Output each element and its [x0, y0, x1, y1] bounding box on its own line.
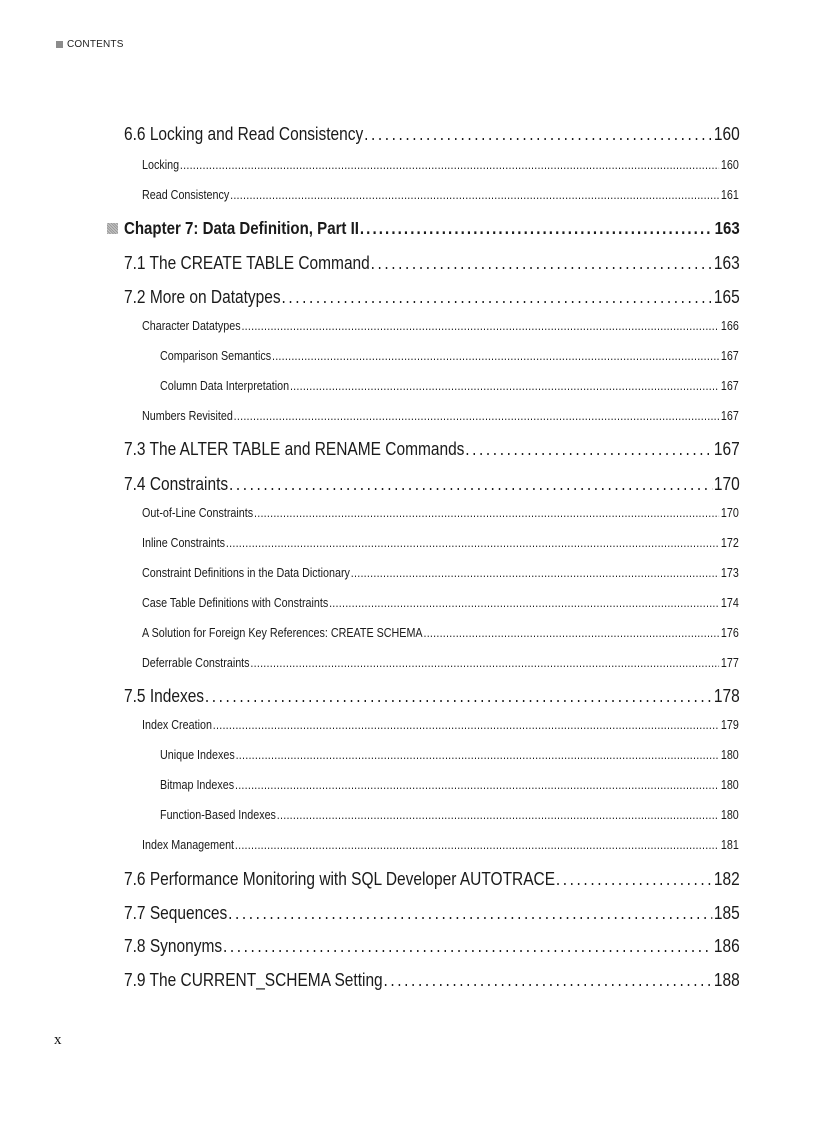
toc-entry-title: Numbers Revisited — [142, 409, 233, 423]
toc-entry-title: Chapter 7: Data Definition, Part II — [124, 218, 359, 238]
dot-leader — [250, 656, 719, 670]
toc-entry-page: 173 — [720, 566, 739, 580]
toc-entry-page: 165 — [713, 287, 740, 307]
toc-entry-page: 181 — [720, 838, 739, 852]
toc-entry[interactable] — [124, 124, 740, 145]
toc-chapter-entry[interactable] — [124, 218, 740, 239]
toc-entry[interactable] — [142, 409, 739, 423]
dot-leader — [234, 409, 720, 423]
toc-entry-title: 7.6 Performance Monitoring with SQL Developer AUTOTRACE — [124, 869, 556, 889]
toc-entry-page: 163 — [713, 253, 740, 273]
dot-leader — [556, 869, 712, 890]
toc-entry-page: 180 — [720, 808, 739, 822]
toc-entry-page: 160 — [720, 158, 739, 172]
dot-leader — [226, 536, 719, 550]
dot-leader — [272, 349, 719, 363]
dot-leader — [235, 838, 719, 852]
toc-entry-title: 7.2 More on Datatypes — [124, 287, 281, 307]
dot-leader — [329, 596, 719, 610]
dot-leader — [230, 188, 719, 202]
toc-entry-title: Character Datatypes — [142, 319, 241, 333]
toc-entry-page: 185 — [713, 903, 740, 923]
dot-leader — [236, 748, 720, 762]
dot-leader — [254, 506, 719, 520]
dot-leader — [229, 474, 712, 495]
toc-entry-title: 6.6 Locking and Read Consistency — [124, 124, 364, 144]
toc-entry-title: Inline Constraints — [142, 536, 226, 550]
toc-entry[interactable] — [124, 869, 740, 890]
toc-entry-page: 177 — [720, 656, 739, 670]
dot-leader — [371, 253, 713, 274]
toc-entry-title: Comparison Semantics — [160, 349, 272, 363]
toc-entry-page: 180 — [720, 748, 739, 762]
toc-entry-page: 180 — [720, 778, 739, 792]
toc-entry-page: 188 — [713, 970, 740, 990]
dot-leader — [213, 718, 719, 732]
dot-leader — [465, 439, 712, 460]
toc-entry-title: Read Consistency — [142, 188, 230, 202]
toc-entry-title: Out-of-Line Constraints — [142, 506, 254, 520]
running-head — [56, 38, 124, 50]
toc-entry-title: 7.4 Constraints — [124, 474, 229, 494]
toc-entry[interactable] — [142, 838, 739, 852]
dot-leader — [360, 218, 713, 239]
toc-entry-title: Unique Indexes — [160, 748, 235, 762]
toc-entry[interactable] — [124, 970, 740, 991]
toc-entry-page: 170 — [720, 506, 739, 520]
dot-leader — [364, 124, 712, 145]
toc-entry-page: 179 — [720, 718, 739, 732]
toc-entry[interactable] — [142, 158, 739, 172]
chapter-square-icon — [107, 223, 118, 234]
toc-entry-title: Deferrable Constraints — [142, 656, 250, 670]
toc-entry[interactable] — [142, 536, 739, 550]
toc-entry[interactable] — [142, 566, 739, 580]
dot-leader — [423, 626, 719, 640]
toc-entry[interactable] — [142, 626, 739, 640]
toc-entry[interactable] — [160, 748, 739, 762]
toc-entry-title: 7.3 The ALTER TABLE and RENAME Commands — [124, 439, 465, 459]
running-head-text: CONTENTS — [67, 38, 124, 50]
toc-entry-page: 176 — [720, 626, 739, 640]
toc-entry-page: 167 — [713, 439, 740, 459]
toc-entry-page: 182 — [713, 869, 740, 889]
toc-entry-title: Case Table Definitions with Constraints — [142, 596, 329, 610]
toc-entry[interactable] — [142, 188, 739, 202]
toc-entry-page: 167 — [720, 349, 739, 363]
toc-entry-title: 7.5 Indexes — [124, 686, 205, 706]
dot-leader — [205, 686, 712, 707]
toc-entry[interactable] — [124, 903, 740, 924]
toc-entry-title: 7.8 Synonyms — [124, 936, 223, 956]
dot-leader — [384, 970, 713, 991]
toc-entry[interactable] — [124, 474, 740, 495]
toc-entry[interactable] — [124, 936, 740, 957]
toc-entry-page: 163 — [714, 218, 740, 238]
toc-entry-title: A Solution for Foreign Key References: CREATE SCHEMA — [142, 626, 423, 640]
toc-entry[interactable] — [142, 319, 739, 333]
toc-entry-page: 161 — [720, 188, 739, 202]
dot-leader — [235, 778, 719, 792]
toc-entry-page: 167 — [720, 409, 739, 423]
toc-entry[interactable] — [160, 778, 739, 792]
toc-entry-title: Index Creation — [142, 718, 212, 732]
toc-entry-title: Column Data Interpretation — [160, 379, 290, 393]
dot-leader — [228, 903, 712, 924]
toc-entry-title: Function-Based Indexes — [160, 808, 276, 822]
dot-leader — [241, 319, 719, 333]
toc-entry-title: Bitmap Indexes — [160, 778, 235, 792]
toc-entry[interactable] — [142, 506, 739, 520]
toc-entry-title: 7.7 Sequences — [124, 903, 228, 923]
toc-entry-page: 166 — [720, 319, 739, 333]
toc-entry-page: 160 — [713, 124, 740, 144]
toc-entry-title: Locking — [142, 158, 180, 172]
toc-entry-page: 186 — [713, 936, 740, 956]
toc-entry[interactable] — [124, 686, 740, 707]
dot-leader — [351, 566, 719, 580]
toc-entry-title: 7.9 The CURRENT_SCHEMA Setting — [124, 970, 383, 990]
toc-entry[interactable] — [124, 439, 740, 460]
toc-entry-page: 167 — [720, 379, 739, 393]
dot-leader — [290, 379, 719, 393]
toc-entry[interactable] — [160, 349, 739, 363]
toc-entry[interactable] — [160, 808, 739, 822]
toc-entry-page: 174 — [720, 596, 739, 610]
toc-entry-page: 172 — [720, 536, 739, 550]
toc-entry-page: 170 — [713, 474, 740, 494]
dot-leader — [281, 287, 712, 308]
page-number: x — [54, 1032, 62, 1048]
dot-leader — [180, 158, 719, 172]
toc-entry[interactable] — [124, 287, 740, 308]
toc-entry[interactable] — [142, 718, 739, 732]
toc-entry[interactable] — [124, 253, 740, 274]
toc-entry[interactable] — [160, 379, 739, 393]
toc-entry[interactable] — [142, 656, 739, 670]
toc-entry-title: Constraint Definitions in the Data Dictionary — [142, 566, 350, 580]
square-bullet-icon — [56, 41, 63, 48]
toc-entry-title: 7.1 The CREATE TABLE Command — [124, 253, 370, 273]
toc-entry-title: Index Management — [142, 838, 235, 852]
toc-entry-page: 178 — [713, 686, 740, 706]
toc-entry[interactable] — [142, 596, 739, 610]
dot-leader — [277, 808, 719, 822]
dot-leader — [223, 936, 712, 957]
